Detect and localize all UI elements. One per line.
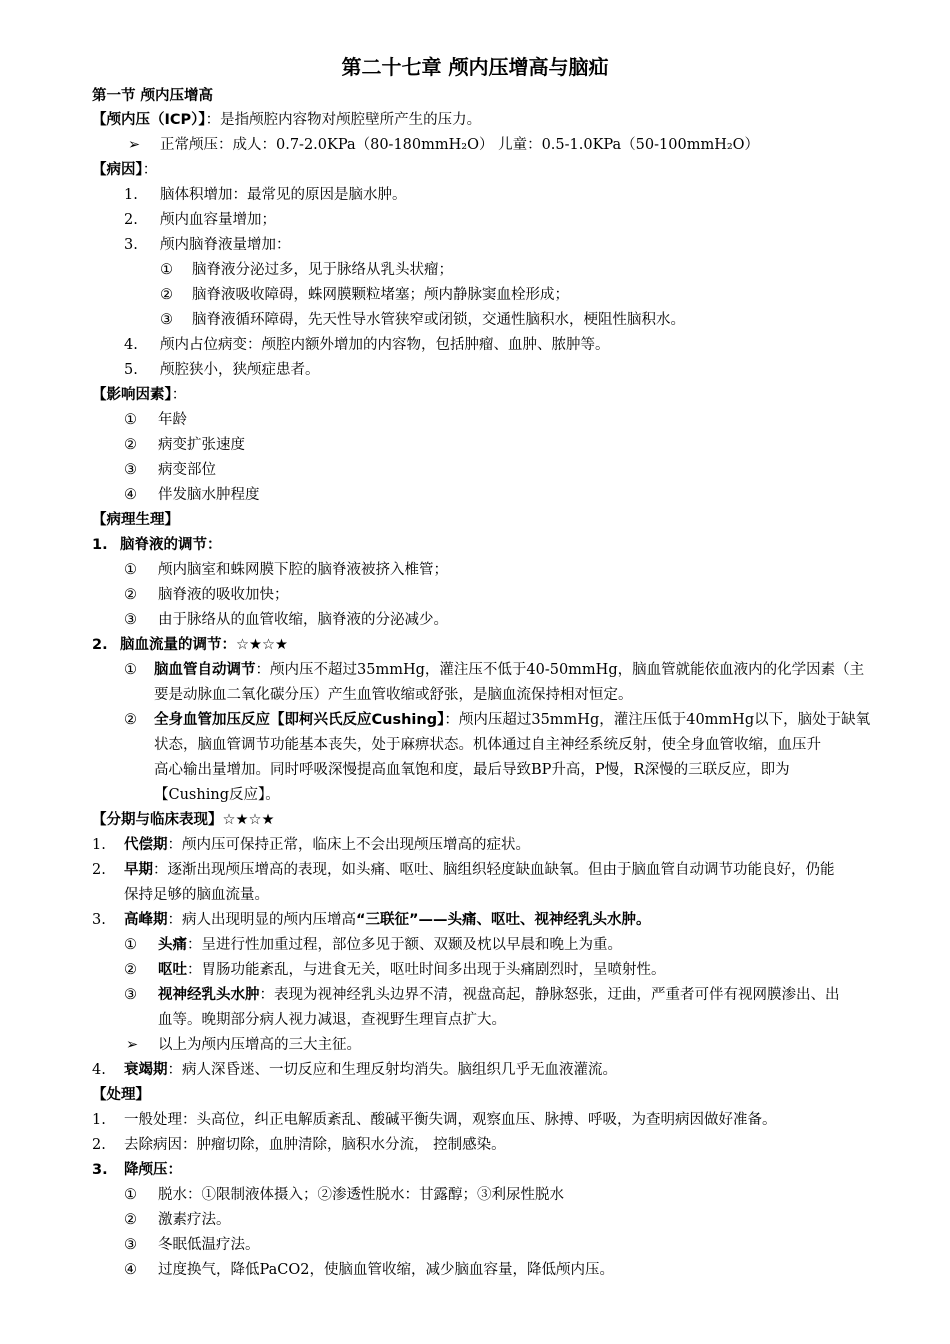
chapter-title: 第二十七章 颅内压增高与脑疝 bbox=[341, 55, 609, 79]
document-page: 第二十七章 颅内压增高与脑疝 第一节 颅内压增高 【颅内压（ICP）】：是指颅腔内容物对颅腔壁所产生的压力。 ➢ 正常颅压：成人：0.7-2.0KPa（80-180mmH₂O） 儿童：0.5-1.0KPa（50-100mmH₂O） 【病因】： 1. 脑体积增加：最常见的原因是脑水肿。 2. 颅内血容量增加； 3. 颅内脑脊液量增加： ① 脑脊液分泌过多，见于脉络从乳头状瘤； ② 脑脊液吸收障碍，蛛网膜颗粒堵塞；颅内静脉窦血栓形成； ③ 脑脊液循环障碍，先天性导水管狭窄或闭锁，交通性脑积水，梗阻性脑积水。 4. 颅内占位病变：颅腔内额外增加的内容物，包括肿瘤、血肿、脓肿等。 5. 颅腔狭小，狭颅症患者。 【影响因素】： ① 年龄 ② 病变扩张速度 ③ 病变部位 ④ 伴发脑水肿程度 【病理生理】 1. 脑脊液的调节： ① 颅内脑室和蛛网膜下腔的脑脊液被挤入椎管； ② 脑脊液的吸收加快； ③ 由于脉络从的血管收缩，脑脊液的分泌减少。 2. 脑血流量的调节：☆★☆★ ① 脑血管自动调节：颅内压不超过35mmHg，灌注压不低于40-50mmHg，脑血管就能依血液内的化学因素（主 要是动脉血二氧化碳分压）产生血管收缩或舒张，是脑血流保持相对恒定。 ② 全身血管加压反应【即柯兴氏反应Cushing】：颅内压超过35mmHg，灌注压低于40mmHg以下，脑处于缺氧 状态，脑血管调节功能基本丧失，处于麻痹状态。机体通过自主神经系统反射，使全身血管收缩，血压升 高心输出量增加。同时呼吸深慢提高血氧饱和度，最后导致BP升高，P慢，R深慢的三联反应，即为 【Cushing反应】。 【分期与临床表现】☆★☆★ 1. 代偿期：颅内压可保持正常，临床上不会出现颅压增高的症状。 2. 早期：逐渐出现颅压增高的表现，如头痛、呕吐、脑组织轻度缺血缺氧。但由于脑血管自动调节功能良好，仍能 保持足够的脑血流量。 3. 高峰期：病人出现明显的颅内压增高“三联征”——头痛、呕吐、视神经乳头水肿。 ① 头痛：呈进行性加重过程，部位多见于额、双颞及枕以早晨和晚上为重。 ② 呕吐：胃肠功能紊乱，与进食无关，呕吐时间多出现于头痛剧烈时，呈喷射性。 ③ 视神经乳头水肿：表现为视神经乳头边界不清，视盘高起，静脉怒张，迂曲，严重者可伴有视网膜渗出、出 血等。晚期部分病人视力减退，查视野生理盲点扩大。 ➢ 以上为颅内压增高的三大主征。 4. 衰竭期：病人深昏迷、一切反应和生理反射均消失。脑组织几乎无血液灌流。 【处理】 1. 一般处理：头高位，纠正电解质紊乱、酸碱平衡失调，观察血压、脉搏、呼吸，为查明病因做好准备。 2. 去除病因：肿瘤切除，血肿清除，脑积水分流， 控制感染。 3. 降颅压： ① 脱水：①限制液体摄入；②渗透性脱水：甘露醇；③利尿性脱水 ② 激素疗法。 ③ 冬眠低温疗法。 ④ 过度换气，降低PaCO2，使脑血管收缩，减少脑血容量，降低颅内压。 bbox=[0, 0, 950, 1344]
icp-label: 【颅内压（ICP）】 bbox=[92, 112, 206, 128]
arrow-bullet-icon: ➢ bbox=[126, 1037, 139, 1053]
arrow-bullet-icon: ➢ bbox=[128, 137, 141, 153]
